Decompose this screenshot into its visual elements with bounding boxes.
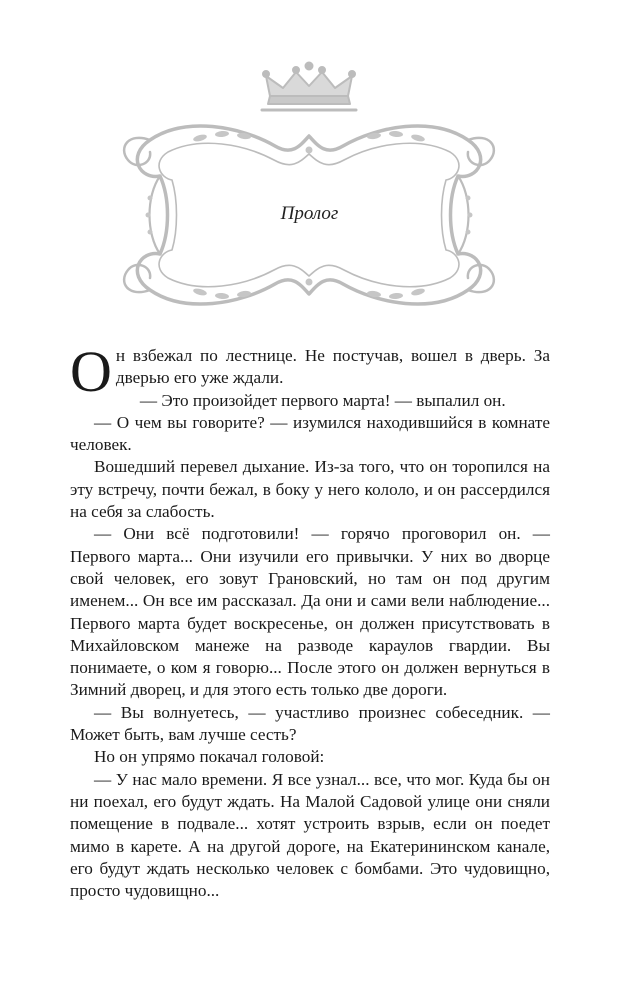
paragraph: — У нас мало времени. Я все узнал... все, что мог. Куда бы он ни поехал, его будут ждать. На Малой Садовой улице они сняли помещение в подвале... хотят устроить взрыв, если он поедет мимо в карете. А на другой дороге, на Екатерининском канале, его будут ждать несколько человек с бомбами. Это чудовищно, просто чудовищно... [70,769,550,901]
paragraph: — О чем вы говорите? — изумился находившийся в комнате человек. [70,412,550,455]
crown-frame-ornament [0,0,619,330]
body-text [70,339,550,902]
paragraph: Вошедший перевел дыхание. Из-за того, что он торопился на эту встречу, почти бежал, в боку у него кололо, и он рассердился на себя за слабость. [70,457,550,522]
chapter-title: Пролог [280,203,339,224]
paragraph: — Они всё подготовили! — горячо проговорил он. — Первого марта... Они изучили его привычки. У них во дворце свой человек, его зовут Грановский, но там он под другим именем... Он все им рассказал. Да они и сами вели наблюдение... Первого марта будет воскресенье, он должен присутствовать в Михайловском манеже на разводе караулов гвардии. Вы понимаете, о ком я говорю... После этого он должен вернуться в Зимний дворец, и для этого есть только две дороги. [70,524,550,700]
crown-icon [262,63,356,111]
paragraph: — Это произойдет первого марта! — выпалил он. [139,390,506,410]
paragraph: Он взбежал по лестнице. Не постучав, вошел в дверь. За дверью его уже ждали. [70,339,550,404]
drop-cap: О [70,339,112,404]
paragraph: — Вы волнуетесь, — участливо произнес собеседник. — Может быть, вам лучше сесть? [70,702,550,745]
paragraph: Но он упрямо покачал головой: [94,747,325,767]
